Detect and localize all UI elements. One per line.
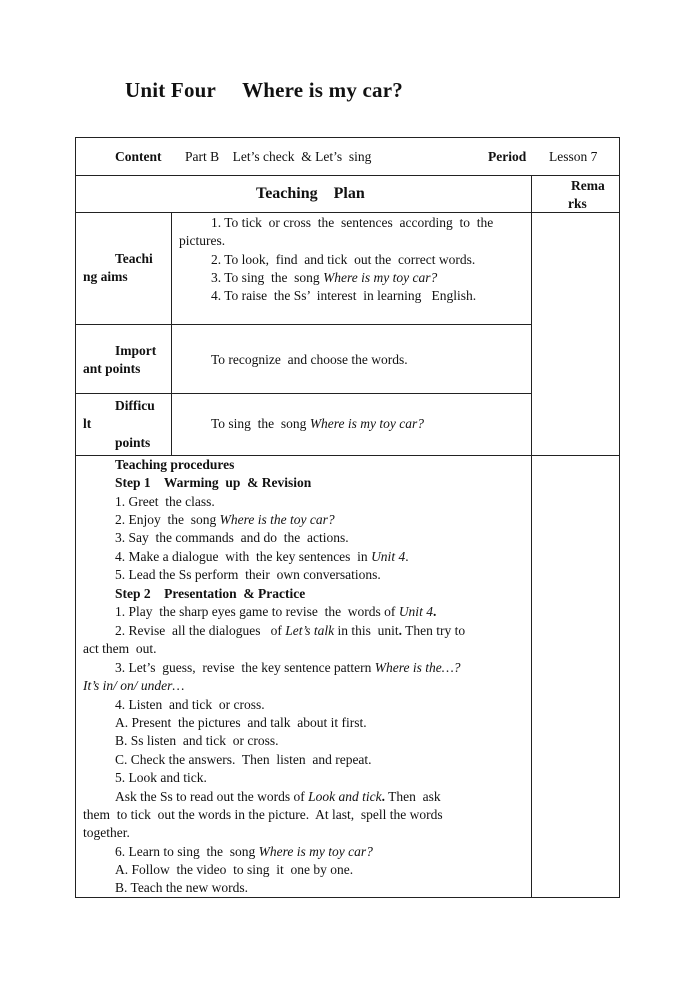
- step-2-item-2-cont: act them out.: [83, 641, 157, 656]
- s2-5-text: Ask the Ss to read out the words of: [115, 789, 309, 804]
- step-2-item-4a: A. Present the pictures and talk about it first.: [115, 715, 367, 730]
- rule-right: [619, 137, 620, 898]
- difficult-song: Where is my toy car?: [309, 416, 425, 431]
- rule-top: [75, 137, 620, 138]
- aim-2: 2. To look, find and tick out the correct words.: [211, 252, 476, 267]
- step-1-item-5: 5. Lead the Ss perform their own conversations.: [115, 567, 381, 582]
- content-label: Content: [115, 149, 162, 164]
- title-unit: Unit Four: [125, 78, 217, 102]
- difficult-label-1: Difficu: [115, 398, 155, 413]
- rule-after-content: [75, 175, 620, 176]
- s2-1-text: 1. Play the sharp eyes game to revise the words of: [115, 604, 399, 619]
- step-2-item-4b: B. Ss listen and tick or cross.: [115, 733, 279, 748]
- s2-1-end: .: [432, 604, 437, 619]
- step-2-item-6: [115, 843, 373, 861]
- aim-3: [211, 269, 437, 287]
- content-value: Part B Let’s check & Let’s sing: [185, 149, 372, 164]
- s1-2-song: Where is the toy car?: [219, 512, 335, 527]
- step-2-item-2: [115, 622, 465, 640]
- step-2-item-1: [115, 603, 436, 621]
- period-label: Period: [488, 149, 527, 164]
- remarks-label-2: rks: [568, 196, 587, 211]
- s2-2-unit: in this unit: [334, 623, 399, 638]
- step-2-item-6a: A. Follow the video to sing it one by one.: [115, 862, 354, 877]
- rule-label-column: [171, 212, 172, 455]
- s2-6-text: 6. Learn to sing the song: [115, 844, 259, 859]
- s2-5-dot: .: [381, 789, 385, 804]
- aim-1: 1. To tick or cross the sentences according to the: [211, 215, 494, 230]
- aim-3-song: Where is my toy car?: [323, 270, 438, 285]
- step-1-item-1: 1. Greet the class.: [115, 494, 215, 509]
- important-label-2: ant points: [83, 361, 141, 376]
- step-2-item-6b: B. Teach the new words.: [115, 880, 249, 895]
- period-value: Lesson 7: [549, 149, 598, 164]
- step-1-heading: Step 1 Warming up & Revision: [115, 475, 312, 490]
- important-text: To recognize and choose the words.: [211, 352, 408, 367]
- step-2-item-4: 4. Listen and tick or cross.: [115, 697, 265, 712]
- s2-2-dot: .: [398, 623, 402, 638]
- aim-3-text: 3. To sing the song: [211, 270, 324, 285]
- remarks-label-1: Rema: [571, 178, 605, 193]
- s1-4-text: 4. Make a dialogue with the key sentences in: [115, 549, 372, 564]
- step-2-item-5-para-3: together.: [83, 825, 130, 840]
- step-2-item-3-cont: It’s in/ on/ under…: [83, 678, 185, 693]
- step-2-heading: Step 2 Presentation & Practice: [115, 586, 306, 601]
- rule-after-heading: [75, 212, 620, 213]
- s1-4-end: .: [405, 549, 409, 564]
- step-1-item-2: [115, 511, 335, 529]
- s2-5-look: Look and tick: [308, 789, 382, 804]
- aims-label-2: ng aims: [83, 269, 128, 284]
- s2-2-text: 2. Revise all the dialogues of: [115, 623, 286, 638]
- s2-6-song: Where is my toy car?: [258, 844, 373, 859]
- rule-after-aims: [75, 324, 531, 325]
- s1-2-text: 2. Enjoy the song: [115, 512, 220, 527]
- s2-3-text: 3. Let’s guess, revise the key sentence pattern: [115, 660, 375, 675]
- step-1-item-3: 3. Say the commands and do the actions.: [115, 530, 349, 545]
- title-question: Where is my car?: [242, 78, 403, 102]
- document-title: [125, 78, 403, 103]
- rule-left: [75, 137, 76, 898]
- aim-4: 4. To raise the Ss’ interest in learning English.: [211, 288, 477, 303]
- difficult-text-a: To sing the song: [211, 416, 310, 431]
- important-label-1: Import: [115, 343, 157, 358]
- teaching-plan-table: [75, 137, 620, 898]
- difficult-label-2: lt: [83, 416, 92, 431]
- s2-2-then: Then try to: [402, 623, 466, 638]
- aims-label-1: Teachi: [115, 251, 153, 266]
- rule-remarks: [531, 175, 532, 898]
- step-2-item-4c: C. Check the answers. Then listen and repeat.: [115, 752, 372, 767]
- difficult-text: [211, 415, 424, 433]
- step-1-item-4: [115, 548, 409, 566]
- s2-2-talk: Let’s talk: [285, 623, 335, 638]
- step-2-item-5-para-2: them to tick out the words in the picture. At last, spell the words: [83, 807, 443, 822]
- difficult-label-3: points: [115, 435, 151, 450]
- step-2-item-5-para: [115, 788, 441, 806]
- step-2-item-5: 5. Look and tick.: [115, 770, 207, 785]
- plan-heading: Teaching Plan: [256, 185, 365, 202]
- s2-1-unit: Unit 4: [398, 604, 433, 619]
- procedures-heading: Teaching procedures: [115, 457, 235, 472]
- s1-4-unit: Unit 4: [371, 549, 406, 564]
- s2-3-pattern: Where is the…?: [374, 660, 461, 675]
- s2-5-then: Then ask: [384, 789, 441, 804]
- rule-after-important: [75, 393, 531, 394]
- aim-1-cont: pictures.: [179, 233, 226, 248]
- step-2-item-3: [115, 659, 461, 677]
